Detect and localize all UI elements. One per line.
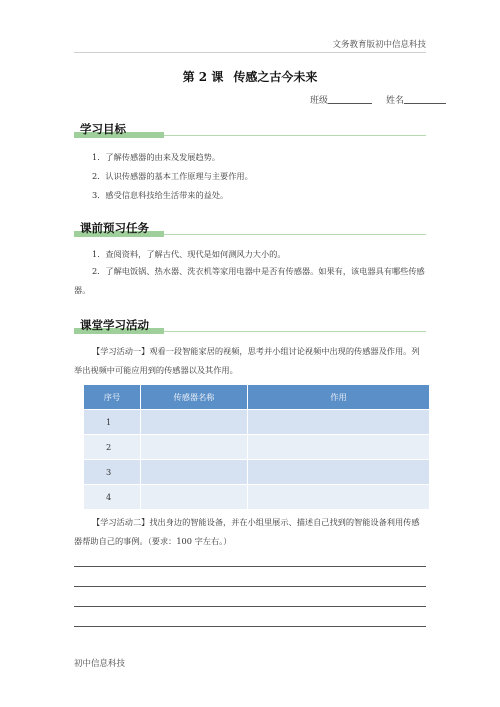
name-label: 姓名: [386, 96, 405, 106]
goal-item: 2．认识传感器的基本工作原理与主要作用。: [92, 171, 253, 181]
activity-one: [74, 342, 426, 380]
table-row: [84, 460, 429, 485]
lesson-number: 第 2 课: [182, 70, 224, 84]
section-heading-activities: [74, 316, 426, 334]
answer-line[interactable]: [74, 566, 426, 567]
answer-line[interactable]: [74, 586, 426, 587]
class-label: 班级: [310, 96, 329, 106]
section-title: 课堂学习活动: [80, 318, 149, 332]
column-header-index: 序号: [84, 385, 141, 410]
function-cell[interactable]: [248, 460, 430, 485]
activity-two-text: 【学习活动二】找出身边的智能设备，并在小组里展示、描述自己找到的智能设备利用传感器帮助自己的事例。（要求：100 字左右。）: [74, 517, 420, 546]
table-row: [84, 410, 429, 435]
section-heading-preview: [74, 219, 426, 237]
sensor-name-cell[interactable]: [141, 435, 248, 460]
sensor-name-cell[interactable]: [141, 460, 248, 485]
header-publisher: 文务教育版初中信息科技: [332, 40, 426, 50]
function-cell[interactable]: [248, 435, 430, 460]
goal-item: 3．感受信息科技给生活带来的益处。: [92, 190, 229, 200]
column-header-function: 作用: [248, 385, 430, 410]
section-heading-goals: [74, 120, 426, 138]
sensor-table: [84, 385, 429, 509]
row-index: 2: [84, 435, 141, 460]
sensor-name-cell[interactable]: [141, 410, 248, 435]
preview-item-text: 2．了解电饭锅、热水器、洗衣机等家用电器中是否有传感器。如果有，该电器具有哪些传感器。: [74, 266, 425, 295]
row-index: 3: [84, 460, 141, 485]
activity-one-text: 【学习活动一】观看一段智能家居的视频，思考并小组讨论视频中出现的传感器及作用。列举出视频中可能应用到的传感器以及其作用。: [74, 346, 420, 375]
footer-text: 初中信息科技: [74, 659, 126, 669]
function-cell[interactable]: [248, 410, 430, 435]
table-row: [84, 435, 429, 460]
column-header-sensor: 传感器名称: [141, 385, 248, 410]
section-title: 学习目标: [80, 122, 126, 136]
row-index: 4: [84, 485, 141, 510]
header-divider: [74, 52, 426, 53]
lesson-name: 传感之古今未来: [233, 70, 318, 84]
goal-item: 1．了解传感器的由来及发展趋势。: [92, 152, 221, 162]
table-header-row: [84, 385, 429, 410]
table-row: [84, 485, 429, 510]
answer-line[interactable]: [74, 626, 426, 627]
function-cell[interactable]: [248, 485, 430, 510]
student-info: [310, 93, 446, 106]
class-field[interactable]: [328, 94, 372, 104]
name-field[interactable]: [404, 94, 446, 104]
row-index: 1: [84, 410, 141, 435]
sensor-name-cell[interactable]: [141, 485, 248, 510]
preview-item: 1．查阅资料，了解古代、现代是如何测风力大小的。: [92, 249, 286, 259]
answer-line[interactable]: [74, 606, 426, 607]
preview-item: [74, 262, 426, 300]
activity-two: [74, 513, 426, 551]
section-title: 课前预习任务: [80, 221, 149, 235]
page-title: [0, 68, 500, 85]
